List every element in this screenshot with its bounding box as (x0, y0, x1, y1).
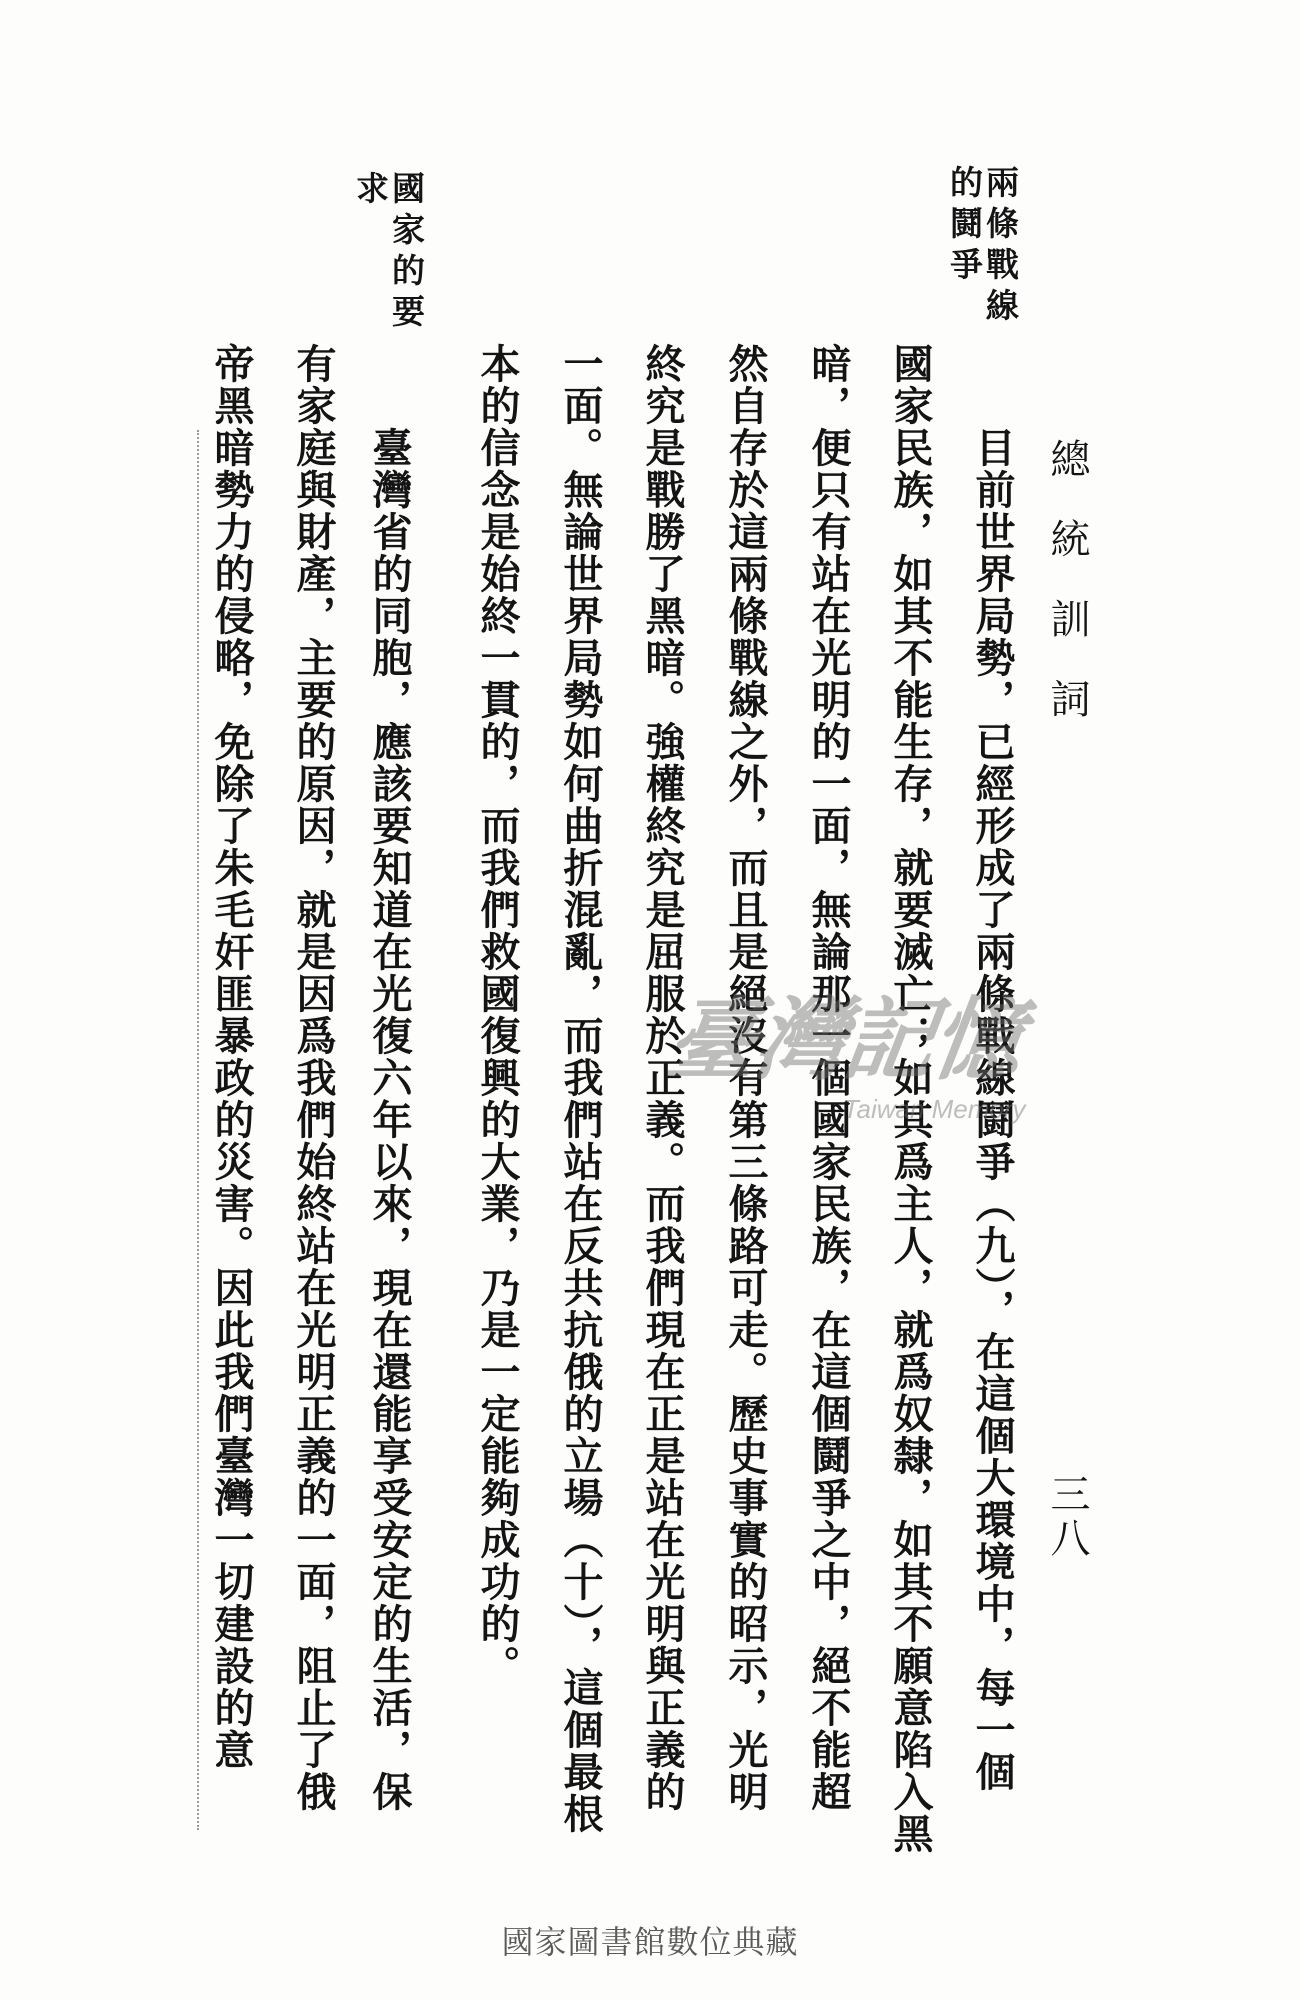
watermark-english-text: Taiwan Memory (843, 1094, 1026, 1124)
text-column-8: 臺灣省的同胞，應該要知道在光復六年以來，現在還能享受安定的生活，保 (366, 427, 413, 1813)
footer-credit: 國家圖書館數位典藏 (501, 1923, 799, 1961)
side-heading-line: 國家的要 (387, 171, 426, 335)
text-column-9: 有家庭與財產，主要的原因，就是因爲我們始終站在光明正義的一面，阻止了俄 (290, 343, 337, 1813)
page-number: 三八 (1044, 1473, 1090, 1561)
side-heading-line: 求 (351, 171, 390, 212)
text-column-1: 目前世界局勢，已經形成了兩條戰線鬪爭（九），在這個大環境中，每一個 (969, 427, 1016, 1793)
side-heading-line: 兩條戰線 (981, 165, 1020, 329)
text-column-3: 暗，便只有站在光明的一面，無論那一個國家民族，在這個鬪爭之中，絕不能超 (805, 343, 852, 1813)
text-column-4: 然自存於這兩條戰線之外，而且是絕沒有第三條路可走。歷史事實的昭示，光明 (722, 343, 769, 1813)
text-column-10: 帝黑暗勢力的侵略，免除了朱毛奸匪暴政的災害。因此我們臺灣一切建設的意 (208, 343, 255, 1771)
watermark-chinese-text: 臺灣記憶 (660, 987, 1028, 1093)
side-heading-national-demand (352, 171, 424, 335)
side-heading-two-battle-lines (946, 165, 1018, 329)
text-column-5: 終究是戰勝了黑暗。強權終究是屈服於正義。而我們現在正是站在光明與正義的 (639, 343, 686, 1813)
running-header-title: 總統訓詞 (1044, 438, 1090, 758)
margin-rule (197, 430, 199, 1830)
taiwan-memory-watermark (660, 987, 1068, 1140)
text-column-7: 本的信念是始終一貫的，而我們救國復興的大業，乃是一定能夠成功的。 (474, 343, 521, 1687)
text-column-6: 一面。無論世界局勢如何曲折混亂，而我們站在反共抗俄的立場（十），這個最根 (557, 343, 604, 1835)
side-heading-line: 的鬪爭 (945, 165, 984, 288)
text-column-2: 國家民族，如其不能生存，就要滅亡；如其爲主人，就爲奴隸，如其不願意陷入黑 (887, 343, 934, 1855)
